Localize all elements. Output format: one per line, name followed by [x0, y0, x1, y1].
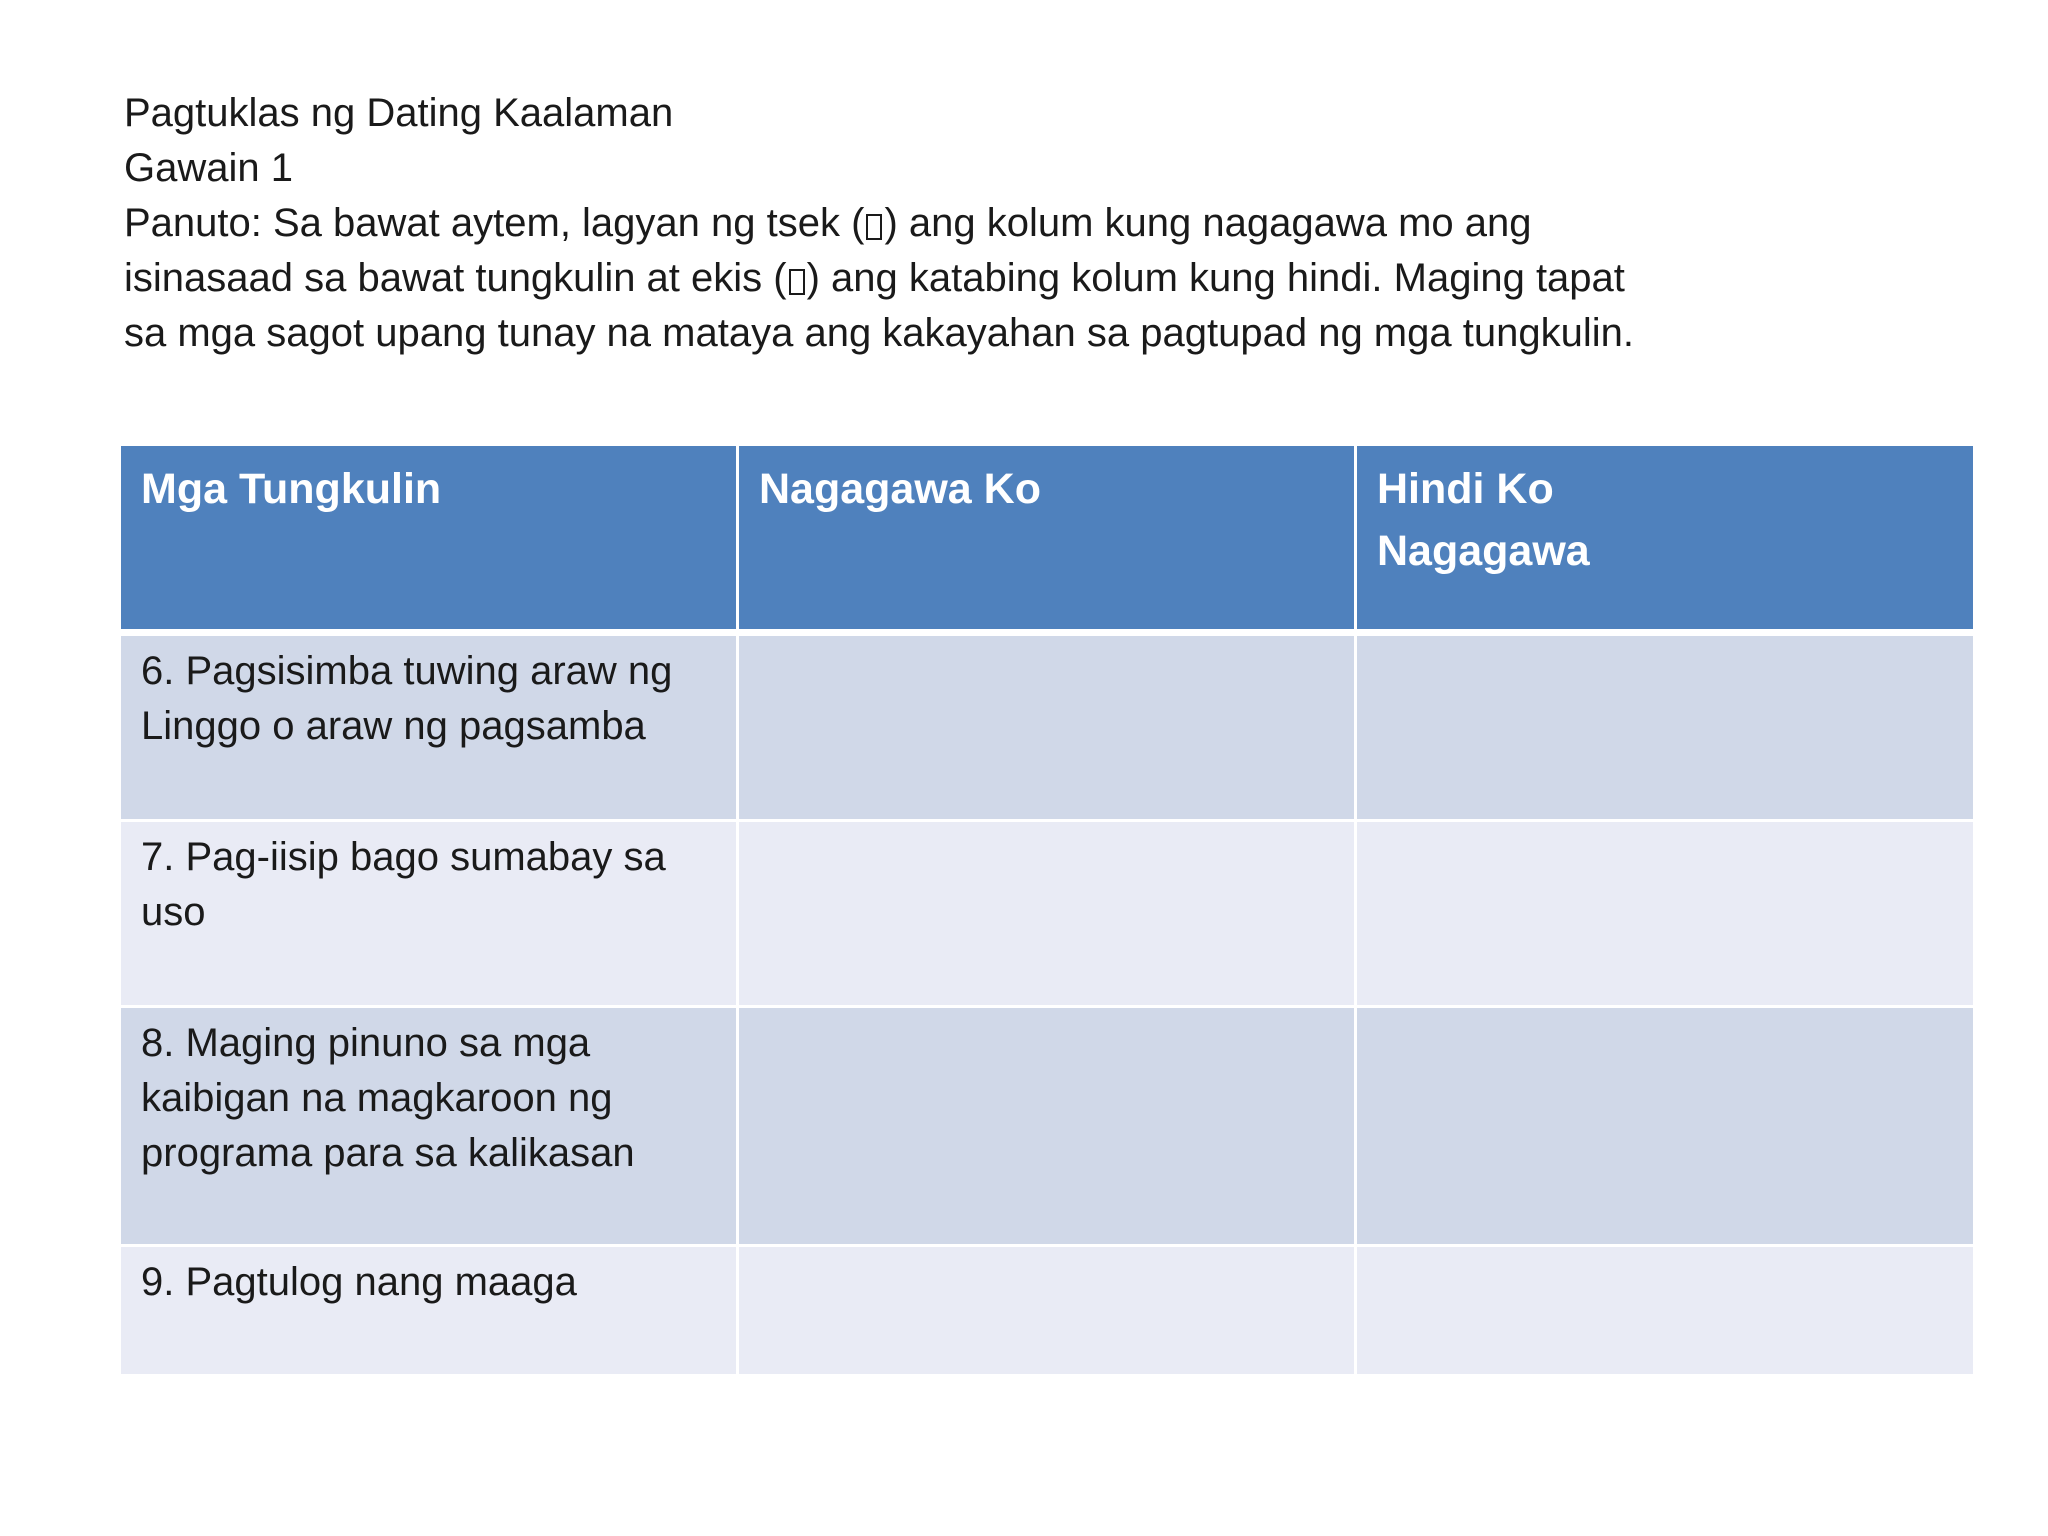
instruction-text: [124, 196, 1654, 361]
instruction-part-3: ) ang katabing kolum kung hindi. Maging tapat sa mga sagot upang tunay na mataya ang kakayahan sa pagtupad ng mga tungkulin.: [124, 256, 1634, 355]
table-row: [121, 1247, 1973, 1377]
instruction-part-2: ) ang kolum kung nagagawa mo ang isinasaad sa bawat tungkulin at ekis (: [124, 201, 1532, 300]
duty-cell: 6. Pagsisimba tuwing araw ng Linggo o araw ng pagsamba: [121, 636, 739, 822]
cross-symbol-icon: [789, 269, 805, 295]
duty-cell: 9. Pagtulog nang maaga: [121, 1247, 739, 1377]
nagagawa-cell[interactable]: [739, 1247, 1357, 1377]
table-row: [121, 822, 1973, 1008]
activity-label: Gawain 1: [124, 146, 293, 190]
hindi-nagagawa-cell[interactable]: [1357, 1008, 1973, 1247]
header-mga-tungkulin: Mga Tungkulin: [121, 446, 739, 636]
instruction-part-1: Panuto: Sa bawat aytem, lagyan ng tsek (: [124, 201, 865, 245]
hindi-nagagawa-cell[interactable]: [1357, 1247, 1973, 1377]
nagagawa-cell[interactable]: [739, 822, 1357, 1008]
hindi-nagagawa-cell[interactable]: [1357, 636, 1973, 822]
hindi-nagagawa-cell[interactable]: [1357, 822, 1973, 1008]
header-hindi-ko-nagagawa: [1357, 446, 1973, 636]
nagagawa-cell[interactable]: [739, 636, 1357, 822]
table-header-row: [121, 446, 1973, 636]
duty-cell: 7. Pag-iisip bago sumabay sa uso: [121, 822, 739, 1008]
check-symbol-icon: [866, 214, 882, 240]
duties-table: [121, 446, 1973, 1377]
duty-cell: 8. Maging pinuno sa mga kaibigan na magkaroon ng programa para sa kalikasan: [121, 1008, 739, 1247]
table-row: [121, 636, 1973, 822]
nagagawa-cell[interactable]: [739, 1008, 1357, 1247]
table-row: [121, 1008, 1973, 1247]
instructions-block: [124, 86, 1654, 361]
header-nagagawa-ko: Nagagawa Ko: [739, 446, 1357, 636]
section-heading: Pagtuklas ng Dating Kaalaman: [124, 91, 674, 135]
header-hindi-ko-nagagawa-label: Hindi Ko Nagagawa: [1377, 465, 1590, 575]
